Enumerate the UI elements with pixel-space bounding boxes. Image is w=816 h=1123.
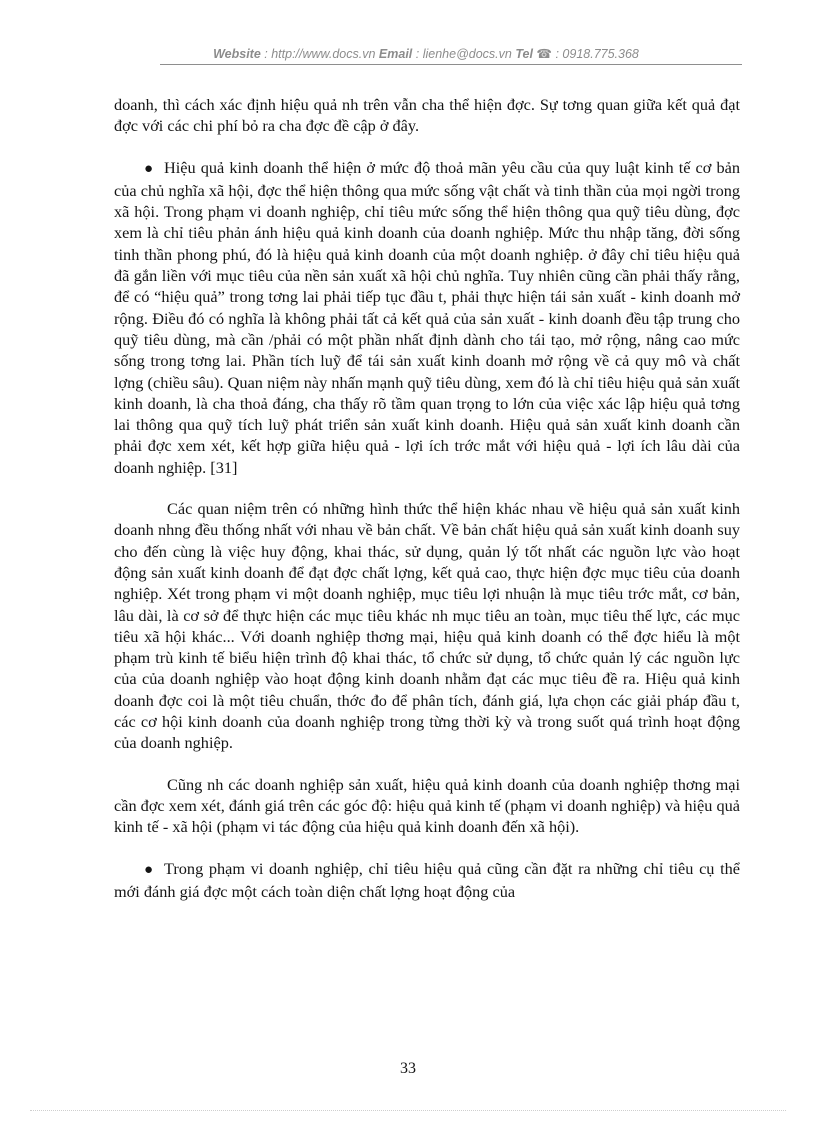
tel-label: Tel [515,47,533,61]
bullet-paragraph-2-text: Trong phạm vi doanh nghiệp, chỉ tiêu hiệu quả cũng cần đặt ra những chỉ tiêu cụ thể mới đánh giá đợc một cách toàn diện chất lợng hoạt động của [114,858,740,901]
paragraph-gap [114,838,740,858]
paragraph-concepts: Các quan niệm trên có những hình thức thể hiện khác nhau về hiệu quả sản xuất kinh doanh nhng đều thống nhất với nhau về bản chất. Về bản chất hiệu quả sản xuất kinh doanh suy cho đến cùng là việc huy động, khai thác, sử dụng, quản lý tốt nhất các nguồn lực vào hoạt động sản xuất kinh doanh để đạt đợc chất lợng, kết quả cao, thực hiện đợc mục tiêu của doanh nghiệp. Xét trong phạm vi một doanh nghiệp, mục tiêu lợi nhuận là mục tiêu trớc mắt, cơ bản, lâu dài, là cơ sở để thực hiện các mục tiêu khác nh mục tiêu an toàn, mục tiêu thế lực, các mục tiêu xã hội khác... Với doanh nghiệp thơng mại, hiệu quả kinh doanh có thể đợc hiểu là một phạm trù kinh tế biểu hiện trình độ khai thác, tổ chức sử dụng, tổ chức quản lý các nguồn lực của của doanh nghiệp vào hoạt động kinh doanh nhằm đạt các mục tiêu đề ra. Hiệu quả kinh doanh đợc coi là một tiêu chuẩn, thớc đo để phân tích, đánh giá, lựa chọn các giải pháp đầu t, các cơ hội kinh doanh của doanh nghiệp trong từng thời kỳ và trong suốt quá trình hoạt động của doanh nghiệp. [114,499,740,753]
footer-divider [30,1110,786,1111]
page-header [160,46,692,61]
paragraph-commercial: Cũng nh các doanh nghiệp sản xuất, hiệu quả kinh doanh của doanh nghiệp thơng mại cần đợc xem xét, đánh giá trên các góc độ: hiệu quả kinh tế (phạm vi doanh nghiệp) và hiệu quả kinh tế - xã hội (phạm vi tác động của hiệu quả kinh doanh đến xã hội). [114,774,740,837]
paragraph-gap [114,137,740,157]
email-label: Email [378,47,413,61]
paragraph-gap [114,754,740,774]
bullet-icon: ● [144,861,154,878]
bullet-paragraph-1-text: Hiệu quả kinh doanh thể hiện ở mức độ thoả mãn yêu cầu của quy luật kinh tế cơ bản của chủ nghĩa xã hội, đợc thể hiện thông qua mức sống vật chất và tinh thần của mọi ngời trong xã hội. Trong phạm vi doanh nghiệp, chỉ tiêu mức sống thể hiện thông qua quỹ tiêu dùng, đợc xem là chỉ tiêu phản ánh hiệu quả kinh doanh của doanh nghiệp. Mức thu nhập tăng, đời sống tinh thần phong phú, đó là hiệu quả kinh doanh của một doanh nghiệp. ở đây chỉ tiêu hiệu quả đã gắn liền với mục tiêu của nền sản xuất xã hội chủ nghĩa. Tuy nhiên cũng cần phải thấy rằng, để có “hiệu quả” trong tơng lai phải tiếp tục đầu t, phải thực hiện tái sản xuất - kinh doanh mở rộng. Điều đó có nghĩa là không phải tất cả kết quả của sản xuất - kinh doanh đều tập trung cho quỹ tiêu dùng, mà cần /phải có một phần nhất định dành cho tái tạo, mở rộng, nâng cao mức sống trong tơng lai. Phần tích luỹ để tái sản xuất kinh doanh mở rộng về cả quy mô và chất lợng (chiều sâu). Quan niệm này nhấn mạnh quỹ tiêu dùng, xem đó là chỉ tiêu hiệu quả sản xuất kinh doanh, là cha thoả đáng, cha thấy rõ tầm quan trọng to lớn của việc xác lập hiệu quả tơng lai thông qua quỹ tích luỹ phát triển sản xuất kinh doanh. Hiệu quả sản xuất kinh doanh cần phải đợc xem xét, kết hợp giữa hiệu quả - lợi ích trớc mắt với hiệu quả - lợi ích lâu dài của doanh nghiệp. [31] [114,157,740,477]
bullet-paragraph-1 [114,157,740,478]
document-body [114,94,740,902]
email-separator: : [412,47,423,61]
page-number: 33 [400,1060,416,1077]
phone-icon: ☎ [536,47,552,61]
bullet-paragraph-2 [114,858,740,903]
website-label: Website [213,47,261,61]
bullet-icon: ● [144,160,154,177]
website-separator: : [260,47,272,61]
paragraph-gap [114,478,740,498]
email-link[interactable]: lienhe@docs.vn [422,47,512,61]
tel-value: : 0918.775.368 [552,47,639,61]
header-divider [160,64,742,65]
website-link[interactable]: http://www.docs.vn [271,47,376,61]
paragraph-continuation: doanh, thì cách xác định hiệu quả nh trên vẫn cha thể hiện đợc. Sự tơng quan giữa kết quả đạt đợc với các chi phí bỏ ra cha đợc đề cập ở đây. [114,95,740,136]
